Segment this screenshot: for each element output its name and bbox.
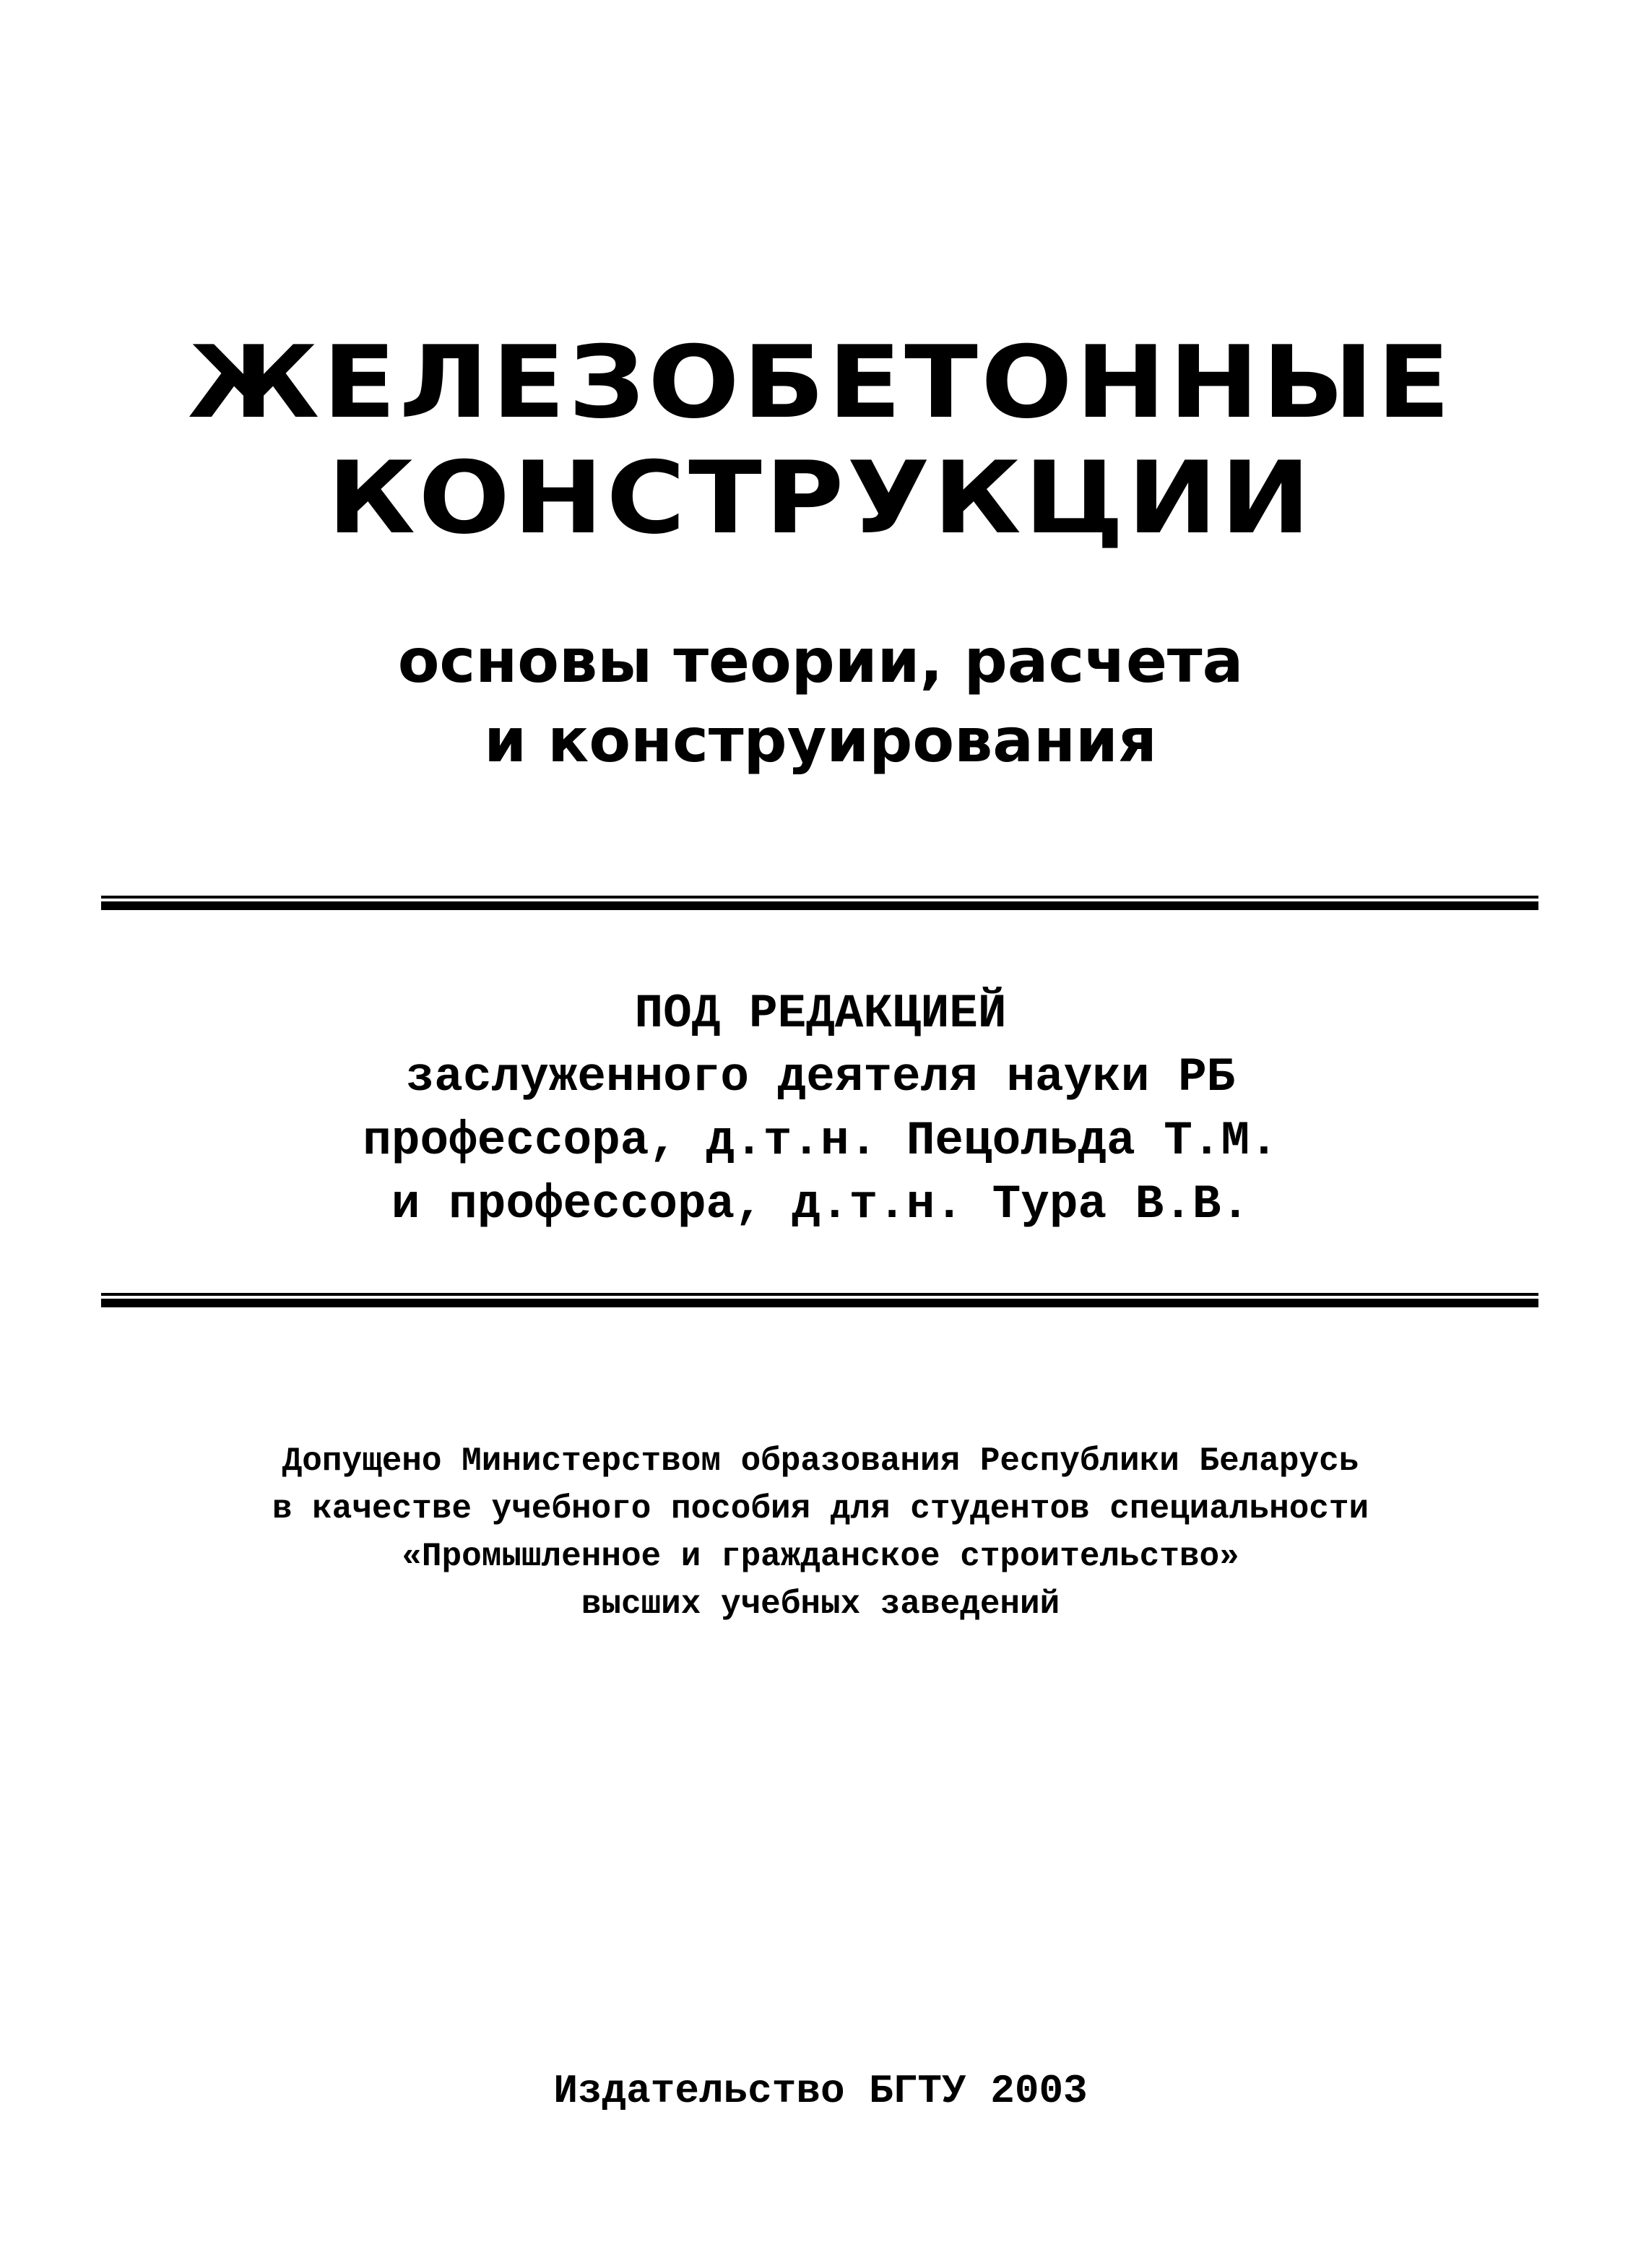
bottom-divider-thin-line	[101, 1293, 1538, 1296]
approval-line-3: «Промышленное и гражданское строительство»	[402, 1538, 1239, 1575]
bottom-divider	[101, 1293, 1538, 1307]
publisher-imprint: Издательство БГТУ 2003	[553, 2068, 1088, 2114]
approval-line-1: Допущено Министерством образования Республики Беларусь	[282, 1442, 1359, 1480]
book-title-line-2: КОНСТРУКЦИИ	[327, 440, 1314, 556]
editors-line-4: и профессора, д.т.н. Тура В.В.	[391, 1177, 1250, 1232]
top-divider-thick-line	[101, 901, 1538, 910]
editors-line-2: заслуженного деятеля науки РБ	[405, 1050, 1236, 1104]
approval-statement	[0, 1437, 1641, 1628]
approval-line-4: высших учебных заведений	[581, 1585, 1060, 1623]
editors-heading: ПОД РЕДАКЦИЕЙ	[634, 987, 1007, 1041]
book-subtitle-line-1: основы теории, расчета	[397, 626, 1244, 696]
editors-block	[0, 982, 1641, 1237]
book-title-line-1: ЖЕЛЕЗОБЕТОННЫЕ	[187, 324, 1454, 441]
book-title	[0, 325, 1641, 556]
bottom-divider-thick-line	[101, 1299, 1538, 1307]
book-subtitle-line-2: и конструирования	[484, 705, 1157, 776]
approval-line-2: в качестве учебного пособия для студентов специальности	[272, 1490, 1369, 1528]
top-divider	[101, 896, 1538, 910]
book-subtitle	[0, 621, 1641, 780]
editors-line-3: профессора, д.т.н. Пецольда Т.М.	[363, 1114, 1278, 1168]
top-divider-thin-line	[101, 896, 1538, 899]
